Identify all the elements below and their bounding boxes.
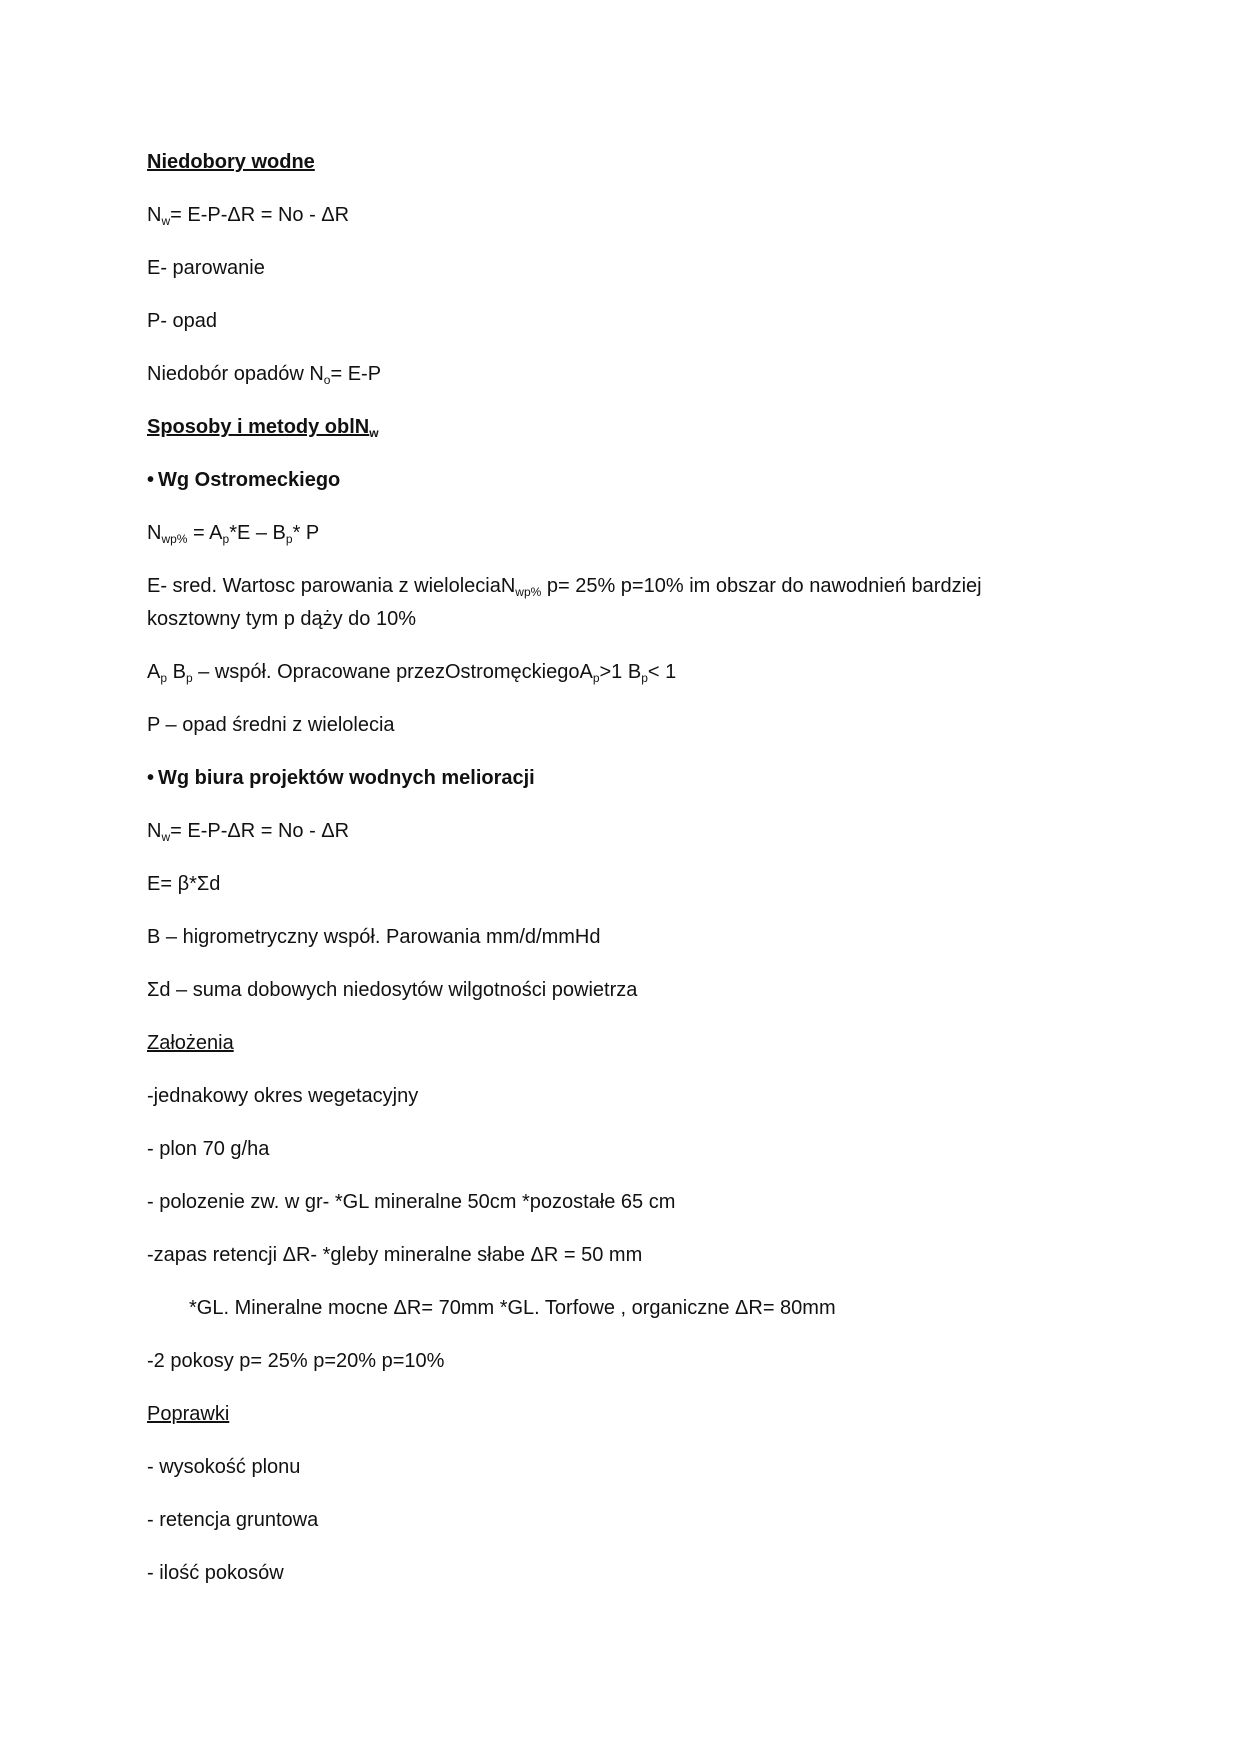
bullet-icon: • — [147, 469, 155, 491]
def-ab: $A_p$ $B_p$ – współ. Opracowane przezOstromęckiegoA$_p$>1 $B_p< 1$ — [147, 661, 677, 685]
def-esred: E- sred. Wartosc parowania z wieloleciaN$_{wp\%}$ p= 25% p=10% im obszar do nawodnień bardziej — [147, 575, 982, 599]
poprawka-2: - retencja gruntowa — [147, 1509, 319, 1531]
def-esred-cont: kosztowny tym p dąży do 10% — [147, 608, 417, 630]
formula-e: E= β*Σd — [147, 873, 221, 895]
def-sd: Σd – suma dobowych niedosytów wilgotności powietrza — [147, 979, 638, 1001]
formula-nwp: $N_{wp\%} = A_p*E - B_p*$ P — [147, 522, 320, 546]
bullet-icon: • — [147, 767, 155, 789]
zalozenie-6: -2 pokosy p= 25% p=20% p=10% — [147, 1350, 445, 1372]
def-e: E- parowanie — [147, 257, 265, 279]
zalozenie-1: -jednakowy okres wegetacyjny — [147, 1085, 419, 1107]
def-popad: P – opad średni z wielolecia — [147, 714, 395, 736]
formula-nw: $N_w= E-P-\Delta R = No - \Delta R$ — [147, 204, 350, 228]
def-b: B – higrometryczny współ. Parowania mm/d/mmHd — [147, 926, 601, 948]
poprawka-3: - ilość pokosów — [147, 1562, 284, 1584]
zalozenie-2: - plon 70 g/ha — [147, 1138, 270, 1160]
heading-biura: • Wg biura projektów wodnych melioracji — [147, 767, 535, 789]
zalozenie-4: -zapas retencji ΔR- *gleby mineralne słabe ΔR = 50 mm — [147, 1244, 643, 1266]
poprawka-1: - wysokość plonu — [147, 1456, 301, 1478]
zalozenie-5: *GL. Mineralne mocne ΔR= 70mm *GL. Torfowe , organiczne ΔR= 80mm — [189, 1297, 836, 1319]
heading-sposoby: Sposoby i metody oblN$_w$ — [147, 416, 379, 440]
def-no: Niedobór opadów $N_o= E-P$ — [147, 363, 382, 387]
zalozenie-3: - polozenie zw. w gr- *GL mineralne 50cm *pozostałe 65 cm — [147, 1191, 676, 1213]
doc-title: Niedobory wodne — [147, 151, 315, 173]
heading-ostromecki: • Wg Ostromeckiego — [147, 469, 341, 491]
heading-zalozenia: Założenia — [147, 1032, 234, 1054]
formula-nw-2: $N_w= E-P-\Delta R = No - \Delta R$ — [147, 820, 350, 844]
heading-poprawki: Poprawki — [147, 1403, 230, 1425]
def-p: P- opad — [147, 310, 218, 332]
